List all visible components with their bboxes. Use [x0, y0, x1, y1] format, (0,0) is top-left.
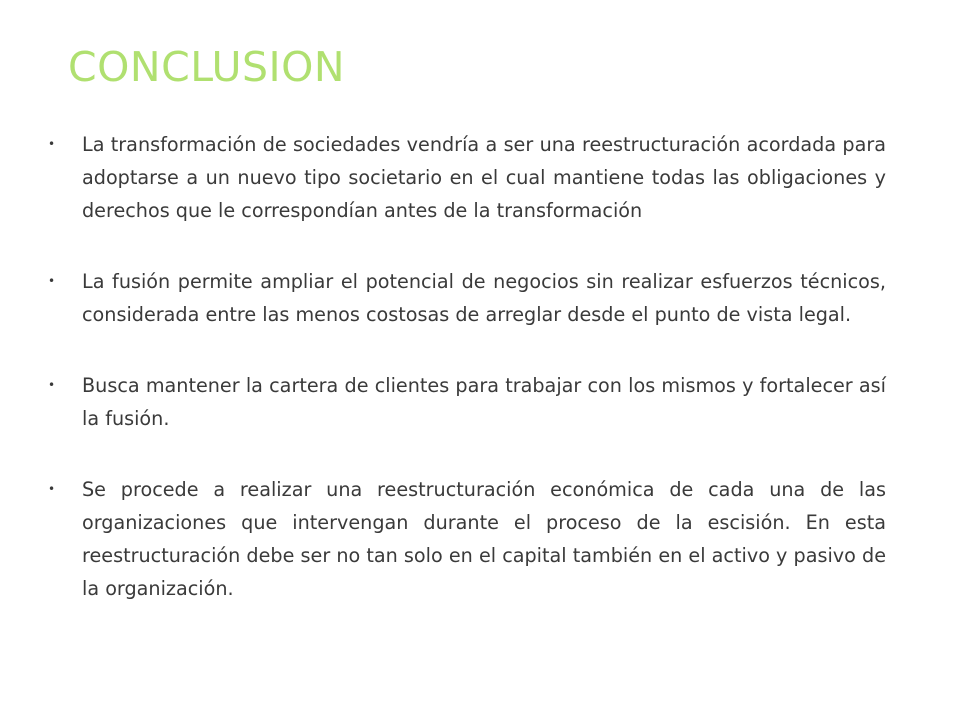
bullet-text: La transformación de sociedades vendría a ser una reestructuración acordada para adoptarse a un nuevo tipo societario en el cual mantiene todas las obligaciones y derechos que le correspondían antes de la transformación: [82, 133, 886, 222]
bullet-text: Busca mantener la cartera de clientes para trabajar con los mismos y fortalecer así la fusión.: [82, 374, 886, 430]
bullet-list: [46, 128, 886, 643]
bullet-dot-icon: •: [48, 378, 56, 392]
bullet-item: [46, 128, 886, 227]
bullet-text: La fusión permite ampliar el potencial de negocios sin realizar esfuerzos técnicos, considerada entre las menos costosas de arreglar desde el punto de vista legal.: [82, 270, 886, 326]
bullet-dot-icon: •: [48, 274, 56, 288]
bullet-item: [46, 265, 886, 331]
bullet-dot-icon: •: [48, 482, 56, 496]
bullet-item: [46, 369, 886, 435]
bullet-dot-icon: •: [48, 137, 56, 151]
bullet-item: [46, 473, 886, 605]
bullet-text: Se procede a realizar una reestructuración económica de cada una de las organizaciones que intervengan durante el proceso de la escisión. En esta reestructuración debe ser no tan solo en el capital también en el activo y pasivo de la organización.: [82, 478, 886, 600]
slide-title: CONCLUSION: [68, 43, 346, 91]
